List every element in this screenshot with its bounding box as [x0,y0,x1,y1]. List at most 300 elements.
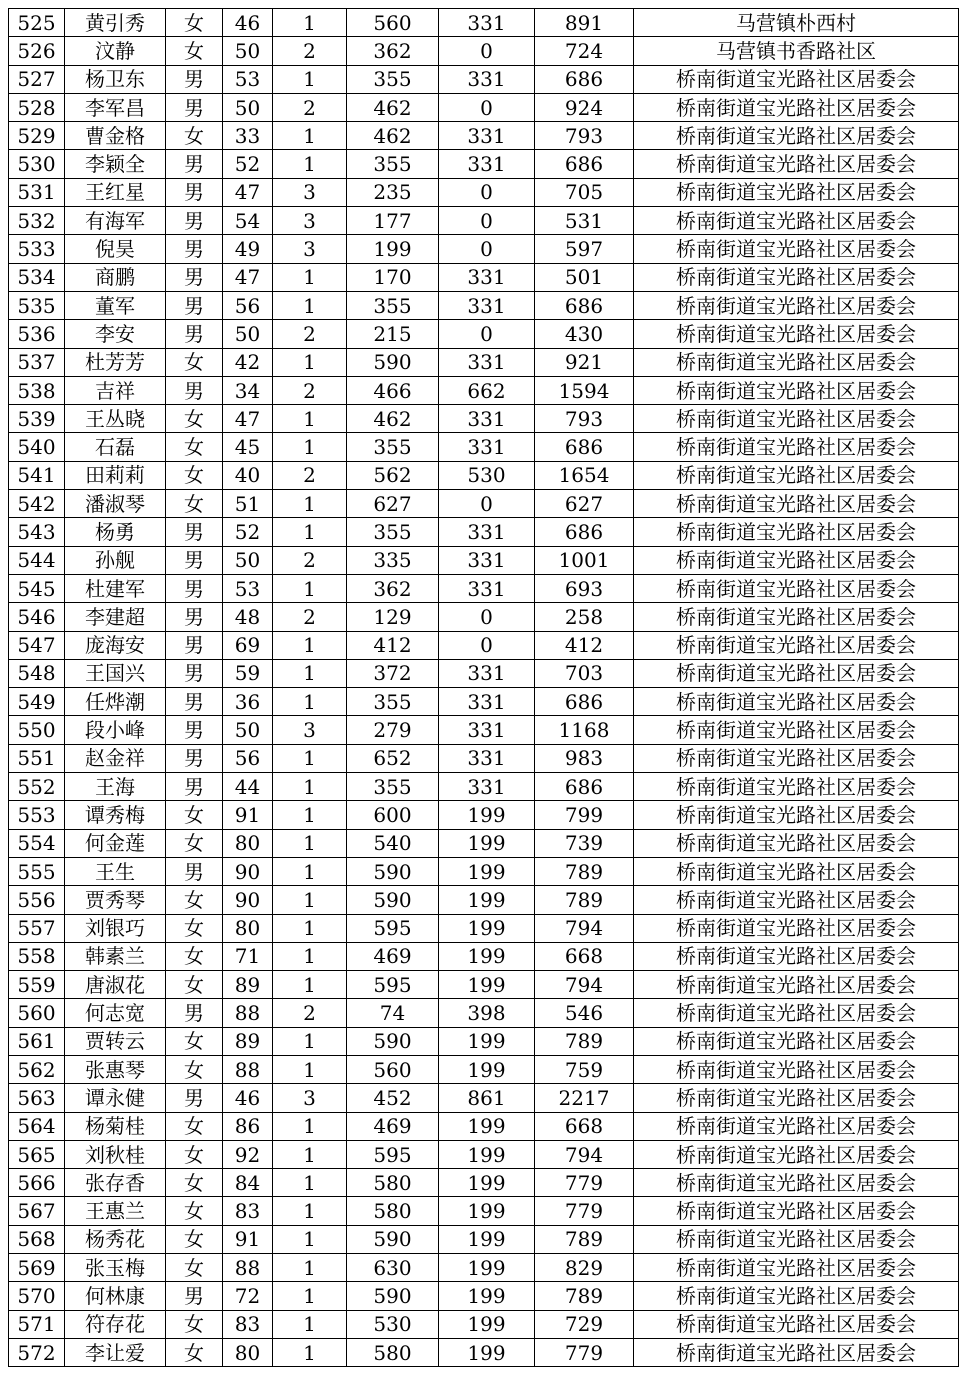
gender-cell: 男 [166,1282,223,1310]
gender-cell: 男 [166,93,223,121]
name-cell: 李建超 [65,603,166,631]
age-cell: 92 [223,1140,273,1168]
name-cell: 杨卫东 [65,65,166,93]
amount-a-cell: 590 [347,857,439,885]
table-row [9,1027,959,1055]
gender-cell: 女 [166,433,223,461]
address-cell: 桥南街道宝光路社区居委会 [634,829,959,857]
age-cell: 52 [223,518,273,546]
amount-a-cell: 279 [347,716,439,744]
total-cell: 686 [535,291,634,319]
amount-a-cell: 590 [347,1282,439,1310]
address-cell: 桥南街道宝光路社区居委会 [634,122,959,150]
amount-b-cell: 0 [439,178,535,206]
household-size-cell: 2 [273,546,347,574]
table-row [9,546,959,574]
amount-b-cell: 331 [439,433,535,461]
name-cell: 汶静 [65,37,166,65]
gender-cell: 男 [166,773,223,801]
total-cell: 789 [535,1225,634,1253]
age-cell: 46 [223,9,273,37]
address-cell: 马营镇书香路社区 [634,37,959,65]
age-cell: 89 [223,971,273,999]
amount-b-cell: 199 [439,1197,535,1225]
household-size-cell: 1 [273,773,347,801]
amount-a-cell: 412 [347,631,439,659]
amount-a-cell: 595 [347,1140,439,1168]
name-cell: 潘淑琴 [65,490,166,518]
household-size-cell: 1 [273,1225,347,1253]
amount-a-cell: 590 [347,1027,439,1055]
age-cell: 34 [223,376,273,404]
household-size-cell: 3 [273,235,347,263]
gender-cell: 女 [166,914,223,942]
amount-a-cell: 580 [347,1169,439,1197]
household-size-cell: 3 [273,207,347,235]
name-cell: 张玉梅 [65,1254,166,1282]
name-cell: 谭秀梅 [65,801,166,829]
row-number-cell: 527 [9,65,65,93]
amount-a-cell: 595 [347,971,439,999]
amount-a-cell: 452 [347,1084,439,1112]
row-number-cell: 540 [9,433,65,461]
age-cell: 89 [223,1027,273,1055]
household-size-cell: 1 [273,291,347,319]
table-row [9,1225,959,1253]
name-cell: 商鹏 [65,263,166,291]
table-row [9,178,959,206]
name-cell: 唐淑花 [65,971,166,999]
amount-a-cell: 235 [347,178,439,206]
age-cell: 90 [223,886,273,914]
address-cell: 桥南街道宝光路社区居委会 [634,999,959,1027]
household-size-cell: 1 [273,659,347,687]
table-row [9,1310,959,1338]
amount-b-cell: 861 [439,1084,535,1112]
amount-a-cell: 462 [347,122,439,150]
name-cell: 段小峰 [65,716,166,744]
name-cell: 王惠兰 [65,1197,166,1225]
household-size-cell: 1 [273,1197,347,1225]
amount-b-cell: 199 [439,971,535,999]
row-number-cell: 568 [9,1225,65,1253]
table-row [9,1197,959,1225]
age-cell: 47 [223,263,273,291]
table-row [9,291,959,319]
household-size-cell: 1 [273,65,347,93]
table-row [9,744,959,772]
household-size-cell: 1 [273,1169,347,1197]
address-cell: 桥南街道宝光路社区居委会 [634,1140,959,1168]
age-cell: 51 [223,490,273,518]
name-cell: 杨菊桂 [65,1112,166,1140]
age-cell: 88 [223,1254,273,1282]
household-size-cell: 2 [273,603,347,631]
gender-cell: 男 [166,999,223,1027]
amount-b-cell: 0 [439,93,535,121]
amount-b-cell: 199 [439,829,535,857]
gender-cell: 男 [166,376,223,404]
row-number-cell: 557 [9,914,65,942]
amount-b-cell: 0 [439,603,535,631]
table-row [9,1055,959,1083]
total-cell: 983 [535,744,634,772]
age-cell: 54 [223,207,273,235]
total-cell: 1001 [535,546,634,574]
amount-b-cell: 331 [439,150,535,178]
amount-a-cell: 590 [347,886,439,914]
row-number-cell: 532 [9,207,65,235]
address-cell: 桥南街道宝光路社区居委会 [634,235,959,263]
name-cell: 王丛晓 [65,405,166,433]
address-cell: 桥南街道宝光路社区居委会 [634,546,959,574]
address-cell: 桥南街道宝光路社区居委会 [634,461,959,489]
row-number-cell: 571 [9,1310,65,1338]
age-cell: 49 [223,235,273,263]
name-cell: 黄引秀 [65,9,166,37]
address-cell: 桥南街道宝光路社区居委会 [634,376,959,404]
amount-b-cell: 199 [439,886,535,914]
household-size-cell: 1 [273,9,347,37]
table-row [9,235,959,263]
row-number-cell: 569 [9,1254,65,1282]
household-size-cell: 1 [273,490,347,518]
address-cell: 桥南街道宝光路社区居委会 [634,659,959,687]
name-cell: 王生 [65,857,166,885]
household-size-cell: 1 [273,914,347,942]
total-cell: 1168 [535,716,634,744]
table-row [9,1254,959,1282]
amount-a-cell: 595 [347,914,439,942]
amount-b-cell: 331 [439,291,535,319]
total-cell: 686 [535,433,634,461]
amount-b-cell: 331 [439,122,535,150]
data-table [8,8,959,1367]
age-cell: 53 [223,574,273,602]
household-size-cell: 3 [273,1084,347,1112]
gender-cell: 女 [166,829,223,857]
address-cell: 桥南街道宝光路社区居委会 [634,1225,959,1253]
total-cell: 2217 [535,1084,634,1112]
age-cell: 80 [223,914,273,942]
name-cell: 王海 [65,773,166,801]
total-cell: 794 [535,971,634,999]
row-number-cell: 533 [9,235,65,263]
row-number-cell: 565 [9,1140,65,1168]
address-cell: 桥南街道宝光路社区居委会 [634,942,959,970]
row-number-cell: 535 [9,291,65,319]
household-size-cell: 1 [273,1112,347,1140]
household-size-cell: 1 [273,886,347,914]
table-row [9,1140,959,1168]
total-cell: 501 [535,263,634,291]
amount-b-cell: 0 [439,320,535,348]
total-cell: 799 [535,801,634,829]
amount-b-cell: 199 [439,1282,535,1310]
address-cell: 桥南街道宝光路社区居委会 [634,1084,959,1112]
amount-b-cell: 331 [439,65,535,93]
address-cell: 桥南街道宝光路社区居委会 [634,631,959,659]
household-size-cell: 1 [273,574,347,602]
total-cell: 724 [535,37,634,65]
amount-b-cell: 331 [439,744,535,772]
total-cell: 412 [535,631,634,659]
address-cell: 桥南街道宝光路社区居委会 [634,518,959,546]
name-cell: 何志宽 [65,999,166,1027]
total-cell: 686 [535,65,634,93]
row-number-cell: 526 [9,37,65,65]
row-number-cell: 566 [9,1169,65,1197]
row-number-cell: 549 [9,688,65,716]
amount-a-cell: 355 [347,65,439,93]
table-body [9,9,959,1367]
row-number-cell: 541 [9,461,65,489]
age-cell: 50 [223,320,273,348]
total-cell: 794 [535,914,634,942]
amount-b-cell: 199 [439,1225,535,1253]
gender-cell: 女 [166,37,223,65]
amount-b-cell: 0 [439,490,535,518]
row-number-cell: 562 [9,1055,65,1083]
address-cell: 桥南街道宝光路社区居委会 [634,688,959,716]
table-row [9,150,959,178]
gender-cell: 男 [166,235,223,263]
address-cell: 桥南街道宝光路社区居委会 [634,178,959,206]
amount-a-cell: 355 [347,291,439,319]
total-cell: 779 [535,1197,634,1225]
amount-b-cell: 331 [439,659,535,687]
address-cell: 桥南街道宝光路社区居委会 [634,207,959,235]
age-cell: 91 [223,1225,273,1253]
gender-cell: 女 [166,1197,223,1225]
table-row [9,461,959,489]
amount-b-cell: 331 [439,518,535,546]
row-number-cell: 546 [9,603,65,631]
address-cell: 桥南街道宝光路社区居委会 [634,801,959,829]
household-size-cell: 1 [273,1254,347,1282]
table-row [9,603,959,631]
household-size-cell: 1 [273,348,347,376]
name-cell: 李安 [65,320,166,348]
gender-cell: 男 [166,320,223,348]
row-number-cell: 548 [9,659,65,687]
gender-cell: 男 [166,178,223,206]
row-number-cell: 525 [9,9,65,37]
address-cell: 桥南街道宝光路社区居委会 [634,716,959,744]
name-cell: 曹金格 [65,122,166,150]
amount-a-cell: 530 [347,1310,439,1338]
age-cell: 91 [223,801,273,829]
amount-b-cell: 0 [439,235,535,263]
amount-a-cell: 560 [347,9,439,37]
table-row [9,65,959,93]
household-size-cell: 1 [273,829,347,857]
name-cell: 倪昊 [65,235,166,263]
total-cell: 668 [535,942,634,970]
name-cell: 刘秋桂 [65,1140,166,1168]
address-cell: 桥南街道宝光路社区居委会 [634,433,959,461]
household-size-cell: 1 [273,1055,347,1083]
total-cell: 829 [535,1254,634,1282]
amount-b-cell: 662 [439,376,535,404]
table-row [9,433,959,461]
gender-cell: 男 [166,716,223,744]
amount-b-cell: 199 [439,1169,535,1197]
gender-cell: 女 [166,122,223,150]
table-row [9,93,959,121]
household-size-cell: 1 [273,971,347,999]
name-cell: 杜建军 [65,574,166,602]
amount-b-cell: 199 [439,801,535,829]
age-cell: 50 [223,37,273,65]
gender-cell: 女 [166,1055,223,1083]
row-number-cell: 536 [9,320,65,348]
table-row [9,37,959,65]
age-cell: 47 [223,178,273,206]
row-number-cell: 552 [9,773,65,801]
address-cell: 桥南街道宝光路社区居委会 [634,603,959,631]
age-cell: 56 [223,291,273,319]
age-cell: 84 [223,1169,273,1197]
amount-a-cell: 199 [347,235,439,263]
address-cell: 桥南街道宝光路社区居委会 [634,1169,959,1197]
amount-a-cell: 466 [347,376,439,404]
amount-b-cell: 199 [439,1254,535,1282]
row-number-cell: 538 [9,376,65,404]
household-size-cell: 1 [273,150,347,178]
table-row [9,9,959,37]
row-number-cell: 554 [9,829,65,857]
gender-cell: 男 [166,574,223,602]
gender-cell: 男 [166,631,223,659]
table-row [9,122,959,150]
gender-cell: 男 [166,291,223,319]
household-size-cell: 2 [273,376,347,404]
amount-a-cell: 630 [347,1254,439,1282]
amount-b-cell: 331 [439,263,535,291]
total-cell: 739 [535,829,634,857]
amount-a-cell: 627 [347,490,439,518]
row-number-cell: 547 [9,631,65,659]
amount-b-cell: 331 [439,688,535,716]
amount-b-cell: 331 [439,546,535,574]
age-cell: 47 [223,405,273,433]
name-cell: 孙舰 [65,546,166,574]
row-number-cell: 544 [9,546,65,574]
total-cell: 779 [535,1338,634,1366]
address-cell: 桥南街道宝光路社区居委会 [634,1055,959,1083]
household-size-cell: 2 [273,461,347,489]
age-cell: 86 [223,1112,273,1140]
address-cell: 桥南街道宝光路社区居委会 [634,1338,959,1366]
amount-a-cell: 560 [347,1055,439,1083]
table-row [9,490,959,518]
age-cell: 45 [223,433,273,461]
name-cell: 杨秀花 [65,1225,166,1253]
name-cell: 有海军 [65,207,166,235]
gender-cell: 女 [166,971,223,999]
amount-a-cell: 355 [347,773,439,801]
total-cell: 703 [535,659,634,687]
table-row [9,376,959,404]
total-cell: 668 [535,1112,634,1140]
address-cell: 桥南街道宝光路社区居委会 [634,886,959,914]
amount-b-cell: 0 [439,37,535,65]
household-size-cell: 1 [273,1338,347,1366]
row-number-cell: 558 [9,942,65,970]
row-number-cell: 555 [9,857,65,885]
table-row [9,716,959,744]
total-cell: 779 [535,1169,634,1197]
household-size-cell: 1 [273,1310,347,1338]
name-cell: 任烨潮 [65,688,166,716]
amount-a-cell: 580 [347,1197,439,1225]
amount-a-cell: 362 [347,574,439,602]
name-cell: 谭永健 [65,1084,166,1112]
total-cell: 891 [535,9,634,37]
age-cell: 50 [223,716,273,744]
gender-cell: 女 [166,1254,223,1282]
gender-cell: 女 [166,1027,223,1055]
amount-b-cell: 331 [439,9,535,37]
name-cell: 田莉莉 [65,461,166,489]
age-cell: 88 [223,999,273,1027]
gender-cell: 男 [166,150,223,178]
table-row [9,1338,959,1366]
amount-b-cell: 199 [439,1338,535,1366]
amount-b-cell: 530 [439,461,535,489]
amount-a-cell: 355 [347,433,439,461]
age-cell: 40 [223,461,273,489]
amount-a-cell: 335 [347,546,439,574]
age-cell: 71 [223,942,273,970]
table-row [9,320,959,348]
table-row [9,773,959,801]
amount-b-cell: 331 [439,348,535,376]
gender-cell: 男 [166,263,223,291]
household-size-cell: 1 [273,942,347,970]
address-cell: 桥南街道宝光路社区居委会 [634,93,959,121]
total-cell: 924 [535,93,634,121]
amount-a-cell: 580 [347,1338,439,1366]
amount-a-cell: 372 [347,659,439,687]
total-cell: 1654 [535,461,634,489]
table-row [9,1282,959,1310]
gender-cell: 女 [166,801,223,829]
row-number-cell: 530 [9,150,65,178]
household-size-cell: 1 [273,122,347,150]
row-number-cell: 529 [9,122,65,150]
name-cell: 李让爱 [65,1338,166,1366]
household-size-cell: 1 [273,1282,347,1310]
amount-b-cell: 199 [439,1055,535,1083]
row-number-cell: 543 [9,518,65,546]
address-cell: 桥南街道宝光路社区居委会 [634,65,959,93]
age-cell: 80 [223,829,273,857]
age-cell: 88 [223,1055,273,1083]
age-cell: 42 [223,348,273,376]
gender-cell: 女 [166,348,223,376]
row-number-cell: 563 [9,1084,65,1112]
amount-a-cell: 562 [347,461,439,489]
table-row [9,857,959,885]
gender-cell: 男 [166,546,223,574]
row-number-cell: 545 [9,574,65,602]
address-cell: 桥南街道宝光路社区居委会 [634,744,959,772]
address-cell: 桥南街道宝光路社区居委会 [634,291,959,319]
household-size-cell: 1 [273,688,347,716]
gender-cell: 男 [166,688,223,716]
